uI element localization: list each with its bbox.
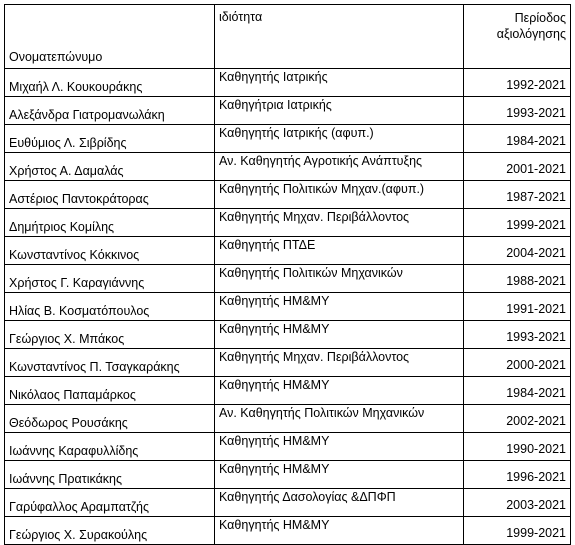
header-period <box>464 5 571 69</box>
cell-name: Αστέριος Παντοκράτορας <box>5 181 215 209</box>
cell-period: 1993-2021 <box>464 321 571 349</box>
table-row <box>5 405 571 433</box>
cell-period: 2001-2021 <box>464 153 571 181</box>
cell-title: Καθηγητής Μηχαν. Περιβάλλοντος <box>215 349 464 377</box>
cell-title: Καθηγητής ΗΜ&ΜΥ <box>215 293 464 321</box>
cell-period: 1999-2021 <box>464 517 571 545</box>
cell-period: 1991-2021 <box>464 293 571 321</box>
cell-name: Γαρύφαλλος Αραμπατζής <box>5 489 215 517</box>
table-row <box>5 293 571 321</box>
cell-name: Ευθύμιος Λ. Σιβρίδης <box>5 125 215 153</box>
cell-period: 1990-2021 <box>464 433 571 461</box>
cell-name: Δημήτριος Κομίλης <box>5 209 215 237</box>
cell-period: 2002-2021 <box>464 405 571 433</box>
cell-title: Καθηγητής ΗΜ&ΜΥ <box>215 433 464 461</box>
table-row <box>5 377 571 405</box>
table-header-row <box>5 5 571 69</box>
cell-title: Καθηγητής ΗΜ&ΜΥ <box>215 461 464 489</box>
table-row <box>5 433 571 461</box>
cell-title: Καθηγητής ΗΜ&ΜΥ <box>215 517 464 545</box>
table-row <box>5 489 571 517</box>
cell-title: Καθηγητής ΗΜ&ΜΥ <box>215 321 464 349</box>
cell-period: 1988-2021 <box>464 265 571 293</box>
cell-period: 1987-2021 <box>464 181 571 209</box>
cell-name: Αλεξάνδρα Γιατρομανωλάκη <box>5 97 215 125</box>
cell-period: 1996-2021 <box>464 461 571 489</box>
table-row <box>5 209 571 237</box>
cell-title: Καθηγήτρια Ιατρικής <box>215 97 464 125</box>
cell-name: Γεώργιος Χ. Συρακούλης <box>5 517 215 545</box>
header-title: ιδιότητα <box>215 5 464 69</box>
cell-title: Καθηγητής Πολιτικών Μηχαν.(αφυπ.) <box>215 181 464 209</box>
cell-title: Καθηγητής Πολιτικών Μηχανικών <box>215 265 464 293</box>
table-row <box>5 153 571 181</box>
table-row <box>5 69 571 97</box>
cell-name: Γεώργιος Χ. Μπάκος <box>5 321 215 349</box>
cell-name: Ιωάννης Πρατικάκης <box>5 461 215 489</box>
cell-title: Καθηγητής Ιατρικής <box>215 69 464 97</box>
table-row <box>5 517 571 545</box>
header-name: Ονοματεπώνυμο <box>5 5 215 69</box>
table-row <box>5 349 571 377</box>
header-period-line1: Περίοδος <box>514 11 566 25</box>
cell-title: Αν. Καθηγητής Αγροτικής Ανάπτυξης <box>215 153 464 181</box>
cell-title: Καθηγητής ΠΤΔΕ <box>215 237 464 265</box>
cell-title: Καθηγητής Ιατρικής (αφυπ.) <box>215 125 464 153</box>
table-body <box>5 69 571 545</box>
cell-period: 1984-2021 <box>464 125 571 153</box>
cell-period: 2003-2021 <box>464 489 571 517</box>
table-row <box>5 265 571 293</box>
cell-title: Αν. Καθηγητής Πολιτικών Μηχανικών <box>215 405 464 433</box>
header-period-line2: αξιολόγησης <box>496 27 566 41</box>
cell-period: 2004-2021 <box>464 237 571 265</box>
cell-name: Νικόλαος Παπαμάρκος <box>5 377 215 405</box>
cell-period: 2000-2021 <box>464 349 571 377</box>
cell-name: Μιχαήλ Λ. Κουκουράκης <box>5 69 215 97</box>
cell-name: Χρήστος Γ. Καραγιάννης <box>5 265 215 293</box>
cell-title: Καθηγητής Μηχαν. Περιβάλλοντος <box>215 209 464 237</box>
evaluation-table <box>4 4 571 545</box>
table-row <box>5 461 571 489</box>
cell-period: 1992-2021 <box>464 69 571 97</box>
table-row <box>5 321 571 349</box>
cell-name: Χρήστος Α. Δαμαλάς <box>5 153 215 181</box>
cell-title: Καθηγητής Δασολογίας &ΔΠΦΠ <box>215 489 464 517</box>
cell-title: Καθηγητής ΗΜ&ΜΥ <box>215 377 464 405</box>
cell-name: Κωνσταντίνος Π. Τσαγκαράκης <box>5 349 215 377</box>
table-row <box>5 181 571 209</box>
cell-name: Θεόδωρος Ρουσάκης <box>5 405 215 433</box>
cell-period: 1993-2021 <box>464 97 571 125</box>
cell-name: Κωνσταντίνος Κόκκινος <box>5 237 215 265</box>
cell-period: 1984-2021 <box>464 377 571 405</box>
table-row <box>5 125 571 153</box>
table-row <box>5 237 571 265</box>
cell-name: Ηλίας Β. Κοσματόπουλος <box>5 293 215 321</box>
cell-name: Ιωάννης Καραφυλλίδης <box>5 433 215 461</box>
table-row <box>5 97 571 125</box>
cell-period: 1999-2021 <box>464 209 571 237</box>
